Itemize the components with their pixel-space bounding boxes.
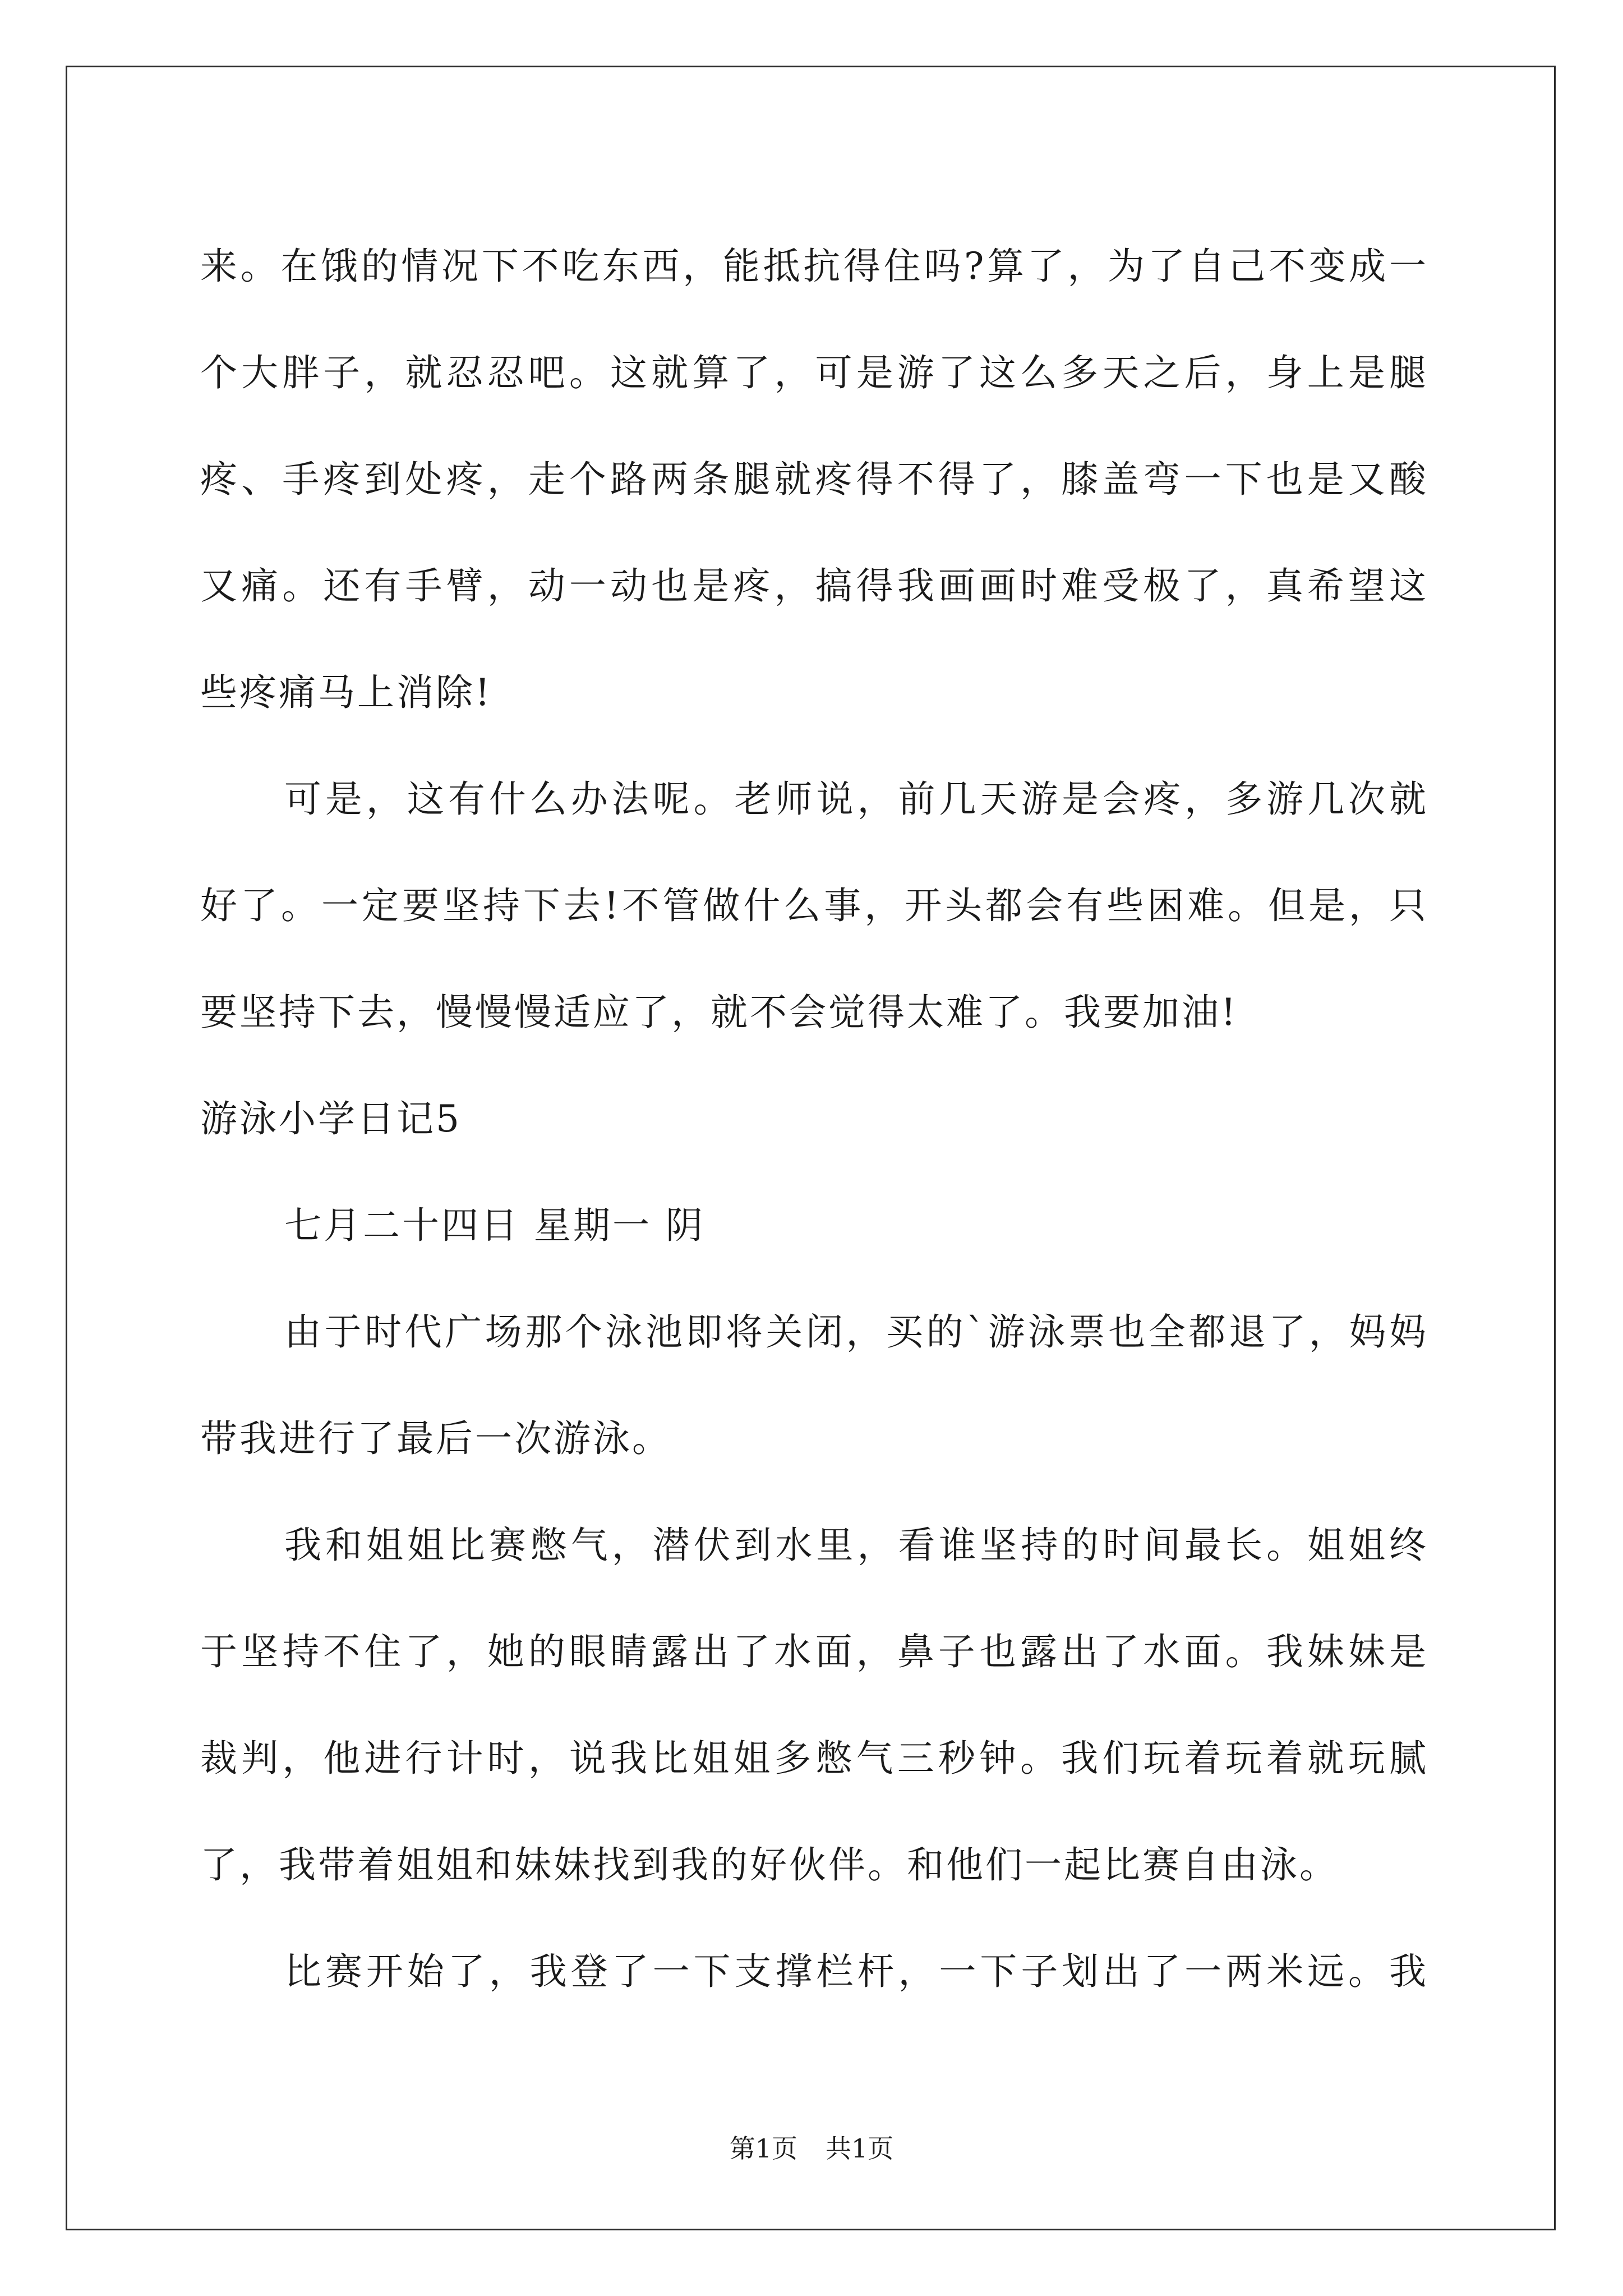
- text-line-13: 我和姐姐比赛憋气，潜伏到水里，看谁坚持的时间最长。姐姐终: [284, 1524, 1428, 1567]
- text-line-6: 可是，这有什么办法呢。老师说，前几天游是会疼，多游几次就: [284, 777, 1428, 821]
- text-line-11: 由于时代广场那个泳池即将关闭，买的`游泳票也全都退了，妈妈: [284, 1310, 1428, 1354]
- page-number: 第1页: [729, 2133, 797, 2164]
- page-footer: [0, 2132, 1623, 2165]
- text-line-17: 比赛开始了，我登了一下支撑栏杆，一下子划出了一两米远。我: [284, 1950, 1428, 1993]
- text-line-7: 好了。一定要坚持下去!不管做什么事，开头都会有些困难。但是，只: [200, 884, 1428, 927]
- text-line-14: 于坚持不住了，她的眼睛露出了水面，鼻子也露出了水面。我妹妹是: [200, 1630, 1428, 1673]
- text-line-12: 带我进行了最后一次游泳。: [200, 1417, 671, 1460]
- section-heading: 游泳小学日记5: [200, 1097, 462, 1140]
- text-line-5: 些疼痛马上消除!: [200, 671, 492, 714]
- text-line-1: 来。在饿的情况下不吃东西，能抵抗得住吗?算了，为了自己不变成一: [200, 245, 1428, 288]
- text-line-16: 了，我带着姐姐和妹妹找到我的好伙伴。和他们一起比赛自由泳。: [200, 1843, 1339, 1887]
- text-line-15: 裁判，他进行计时，说我比姐姐多憋气三秒钟。我们玩着玩着就玩腻: [200, 1737, 1428, 1780]
- text-line-2: 个大胖子，就忍忍吧。这就算了，可是游了这么多天之后，身上是腿: [200, 351, 1428, 394]
- date-line: 七月二十四日 星期一 阴: [284, 1204, 705, 1247]
- text-line-8: 要坚持下去，慢慢慢适应了，就不会觉得太难了。我要加油!: [200, 991, 1238, 1034]
- text-line-4: 又痛。还有手臂，动一动也是疼，搞得我画画时难受极了，真希望这: [200, 564, 1428, 608]
- text-line-3: 疼、手疼到处疼，走个路两条腿就疼得不得了，膝盖弯一下也是又酸: [200, 458, 1428, 501]
- document-body: [200, 213, 1428, 2025]
- page-total: 共1页: [826, 2133, 894, 2164]
